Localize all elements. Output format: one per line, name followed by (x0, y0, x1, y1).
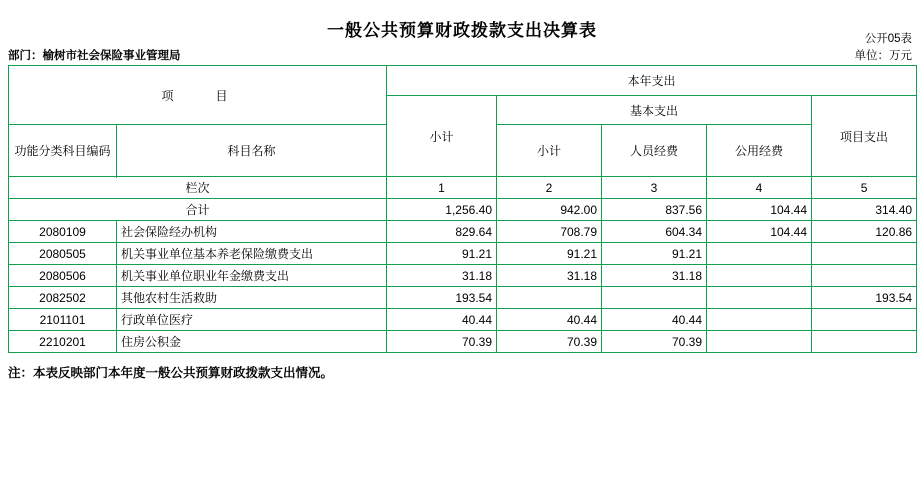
meta-row (8, 33, 916, 63)
row-project (812, 309, 917, 331)
expenditure-table (8, 65, 917, 353)
row-personnel: 604.34 (602, 221, 707, 243)
total-personnel: 837.56 (602, 199, 707, 221)
row-name: 住房公积金 (117, 331, 387, 353)
row-subtotal: 91.21 (387, 243, 497, 265)
row-project (812, 243, 917, 265)
row-project: 193.54 (812, 287, 917, 309)
row-public (707, 287, 812, 309)
table-row (9, 221, 917, 243)
header-basic-expenditure: 基本支出 (497, 96, 812, 125)
page-title: 一般公共预算财政拨款支出决算表 (327, 21, 597, 40)
header-item-group: 项 目 (9, 66, 387, 125)
row-project (812, 265, 917, 287)
column-number-2: 2 (497, 177, 602, 199)
row-personnel: 31.18 (602, 265, 707, 287)
department-label: 部门：榆树市社会保险事业管理局 (8, 50, 181, 62)
header-subject-name: 科目名称 (117, 125, 387, 177)
row-code: 2082502 (9, 287, 117, 309)
row-public (707, 243, 812, 265)
total-subtotal: 1,256.40 (387, 199, 497, 221)
form-number: 公开05表 (864, 33, 912, 45)
column-number-4: 4 (707, 177, 812, 199)
row-code: 2080505 (9, 243, 117, 265)
row-personnel: 70.39 (602, 331, 707, 353)
row-name: 其他农村生活救助 (117, 287, 387, 309)
row-basic-subtotal: 40.44 (497, 309, 602, 331)
row-subtotal: 70.39 (387, 331, 497, 353)
row-code: 2080109 (9, 221, 117, 243)
report-page (0, 16, 924, 489)
row-public: 104.44 (707, 221, 812, 243)
header-function-code-text: 功能分类科目编码 (14, 144, 111, 158)
total-label: 合计 (9, 199, 387, 221)
row-name: 社会保险经办机构 (117, 221, 387, 243)
row-code: 2101101 (9, 309, 117, 331)
row-subtotal: 193.54 (387, 287, 497, 309)
header-public: 公用经费 (707, 125, 812, 177)
row-basic-subtotal: 91.21 (497, 243, 602, 265)
row-personnel (602, 287, 707, 309)
row-name: 机关事业单位基本养老保险缴费支出 (117, 243, 387, 265)
row-subtotal: 31.18 (387, 265, 497, 287)
row-basic-subtotal: 31.18 (497, 265, 602, 287)
footer-note: 注：本表反映部门本年度一般公共预算财政拨款支出情况。 (8, 366, 334, 380)
table-row (9, 331, 917, 353)
header-subtotal-main: 小计 (387, 96, 497, 177)
total-row (9, 199, 917, 221)
column-number-row (9, 177, 917, 199)
total-project: 314.40 (812, 199, 917, 221)
total-public: 104.44 (707, 199, 812, 221)
row-public (707, 265, 812, 287)
table-row (9, 265, 917, 287)
row-subtotal: 40.44 (387, 309, 497, 331)
header-year-expenditure: 本年支出 (387, 66, 917, 96)
row-basic-subtotal (497, 287, 602, 309)
header-personnel: 人员经费 (602, 125, 707, 177)
column-number-5: 5 (812, 177, 917, 199)
total-basic-subtotal: 942.00 (497, 199, 602, 221)
header-project-expenditure: 项目支出 (812, 96, 917, 177)
row-public (707, 309, 812, 331)
row-name: 机关事业单位职业年金缴费支出 (117, 265, 387, 287)
row-name: 行政单位医疗 (117, 309, 387, 331)
column-label: 栏次 (9, 177, 387, 199)
row-personnel: 40.44 (602, 309, 707, 331)
row-code: 2210201 (9, 331, 117, 353)
row-public (707, 331, 812, 353)
table-header-row-1 (9, 66, 917, 96)
column-number-3: 3 (602, 177, 707, 199)
header-function-code (9, 125, 117, 177)
column-number-1: 1 (387, 177, 497, 199)
unit-label: 单位：万元 (854, 50, 912, 62)
table-row (9, 287, 917, 309)
row-project: 120.86 (812, 221, 917, 243)
table-row (9, 243, 917, 265)
row-basic-subtotal: 70.39 (497, 331, 602, 353)
row-basic-subtotal: 708.79 (497, 221, 602, 243)
header-basic-subtotal: 小计 (497, 125, 602, 177)
table-row (9, 309, 917, 331)
row-project (812, 331, 917, 353)
row-subtotal: 829.64 (387, 221, 497, 243)
row-code: 2080506 (9, 265, 117, 287)
row-personnel: 91.21 (602, 243, 707, 265)
